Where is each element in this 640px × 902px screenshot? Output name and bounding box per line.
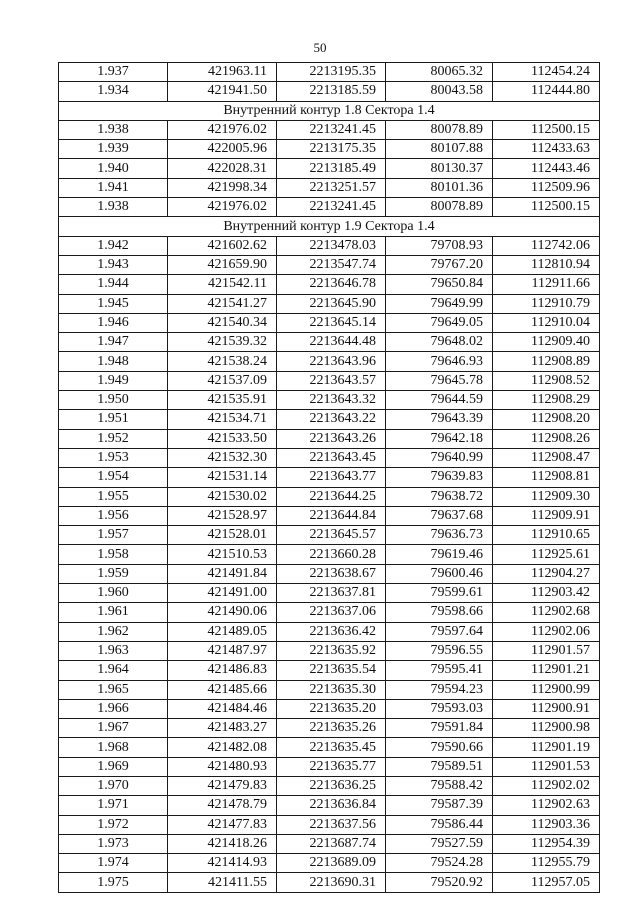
local-y-cell: 112910.79	[493, 294, 600, 313]
local-y-cell: 112902.06	[493, 622, 600, 641]
table-row	[59, 854, 600, 873]
local-x-cell: 79649.05	[386, 313, 493, 332]
coordinate-x-cell: 421976.02	[168, 120, 277, 139]
local-y-cell: 112903.42	[493, 584, 600, 603]
point-number-cell: 1.938	[59, 120, 168, 139]
local-y-cell: 112900.91	[493, 699, 600, 718]
point-number-cell: 1.949	[59, 371, 168, 390]
table-row	[59, 410, 600, 429]
local-x-cell: 79596.55	[386, 641, 493, 660]
point-number-cell: 1.952	[59, 429, 168, 448]
point-number-cell: 1.974	[59, 854, 168, 873]
coordinate-y-cell: 2213251.57	[277, 178, 386, 197]
local-x-cell: 79636.73	[386, 526, 493, 545]
local-y-cell: 112908.47	[493, 448, 600, 467]
table-row	[59, 796, 600, 815]
point-number-cell: 1.938	[59, 198, 168, 217]
coordinate-y-cell: 2213195.35	[277, 63, 386, 82]
page-number: 50	[313, 40, 327, 55]
coordinate-x-cell: 421941.50	[168, 82, 277, 101]
coordinate-y-cell: 2213635.92	[277, 641, 386, 660]
table-row	[59, 275, 600, 294]
local-x-cell: 79586.44	[386, 815, 493, 834]
coordinate-y-cell: 2213635.77	[277, 757, 386, 776]
local-x-cell: 79527.59	[386, 834, 493, 853]
point-number-cell: 1.934	[59, 82, 168, 101]
local-y-cell: 112742.06	[493, 236, 600, 255]
coordinate-x-cell: 421482.08	[168, 738, 277, 757]
coordinate-x-cell: 421530.02	[168, 487, 277, 506]
point-number-cell: 1.951	[59, 410, 168, 429]
local-x-cell: 79640.99	[386, 448, 493, 467]
local-y-cell: 112908.29	[493, 391, 600, 410]
point-number-cell: 1.944	[59, 275, 168, 294]
point-number-cell: 1.937	[59, 63, 168, 82]
coordinate-y-cell: 2213644.84	[277, 506, 386, 525]
local-x-cell: 80130.37	[386, 159, 493, 178]
local-y-cell: 112908.89	[493, 352, 600, 371]
point-number-cell: 1.968	[59, 738, 168, 757]
table-row	[59, 815, 600, 834]
coordinate-x-cell: 421528.01	[168, 526, 277, 545]
local-x-cell: 79650.84	[386, 275, 493, 294]
coordinate-x-cell: 421532.30	[168, 448, 277, 467]
coordinate-y-cell: 2213241.45	[277, 120, 386, 139]
point-number-cell: 1.967	[59, 719, 168, 738]
local-y-cell: 112908.52	[493, 371, 600, 390]
table-row	[59, 429, 600, 448]
local-x-cell: 79638.72	[386, 487, 493, 506]
local-y-cell: 112909.30	[493, 487, 600, 506]
table-row	[59, 120, 600, 139]
point-number-cell: 1.943	[59, 255, 168, 274]
point-number-cell: 1.966	[59, 699, 168, 718]
table-row	[59, 352, 600, 371]
local-y-cell: 112901.19	[493, 738, 600, 757]
local-y-cell: 112900.99	[493, 680, 600, 699]
coordinate-x-cell: 422005.96	[168, 140, 277, 159]
table-row	[59, 140, 600, 159]
table-row	[59, 873, 600, 892]
coordinate-y-cell: 2213690.31	[277, 873, 386, 892]
table-row	[59, 313, 600, 332]
coordinate-y-cell: 2213645.14	[277, 313, 386, 332]
point-number-cell: 1.957	[59, 526, 168, 545]
point-number-cell: 1.953	[59, 448, 168, 467]
local-y-cell: 112902.02	[493, 776, 600, 795]
table-row	[59, 63, 600, 82]
coordinate-y-cell: 2213646.78	[277, 275, 386, 294]
coordinate-x-cell: 421540.34	[168, 313, 277, 332]
table-row	[59, 834, 600, 853]
table-row	[59, 178, 600, 197]
local-y-cell: 112904.27	[493, 564, 600, 583]
local-x-cell: 79646.93	[386, 352, 493, 371]
local-x-cell: 79642.18	[386, 429, 493, 448]
coordinate-y-cell: 2213643.77	[277, 468, 386, 487]
point-number-cell: 1.945	[59, 294, 168, 313]
local-x-cell: 79649.99	[386, 294, 493, 313]
coordinate-y-cell: 2213638.67	[277, 564, 386, 583]
coordinate-y-cell: 2213645.57	[277, 526, 386, 545]
coordinate-x-cell: 421998.34	[168, 178, 277, 197]
coordinate-y-cell: 2213635.45	[277, 738, 386, 757]
point-number-cell: 1.946	[59, 313, 168, 332]
coordinate-x-cell: 421534.71	[168, 410, 277, 429]
coordinate-y-cell: 2213643.45	[277, 448, 386, 467]
local-x-cell: 79587.39	[386, 796, 493, 815]
coordinate-x-cell: 421487.97	[168, 641, 277, 660]
local-y-cell: 112902.68	[493, 603, 600, 622]
local-y-cell: 112925.61	[493, 545, 600, 564]
coordinate-x-cell: 421976.02	[168, 198, 277, 217]
coordinate-x-cell: 421480.93	[168, 757, 277, 776]
local-x-cell: 80107.88	[386, 140, 493, 159]
coordinate-y-cell: 2213644.48	[277, 333, 386, 352]
table-row	[59, 236, 600, 255]
coordinate-x-cell: 421531.14	[168, 468, 277, 487]
coordinate-y-cell: 2213689.09	[277, 854, 386, 873]
point-number-cell: 1.960	[59, 584, 168, 603]
coordinate-x-cell: 421485.66	[168, 680, 277, 699]
coordinate-x-cell: 421537.09	[168, 371, 277, 390]
point-number-cell: 1.971	[59, 796, 168, 815]
coordinate-x-cell: 421418.26	[168, 834, 277, 853]
coordinate-y-cell: 2213637.06	[277, 603, 386, 622]
local-x-cell: 80043.58	[386, 82, 493, 101]
coordinate-x-cell: 421478.79	[168, 796, 277, 815]
local-y-cell: 112955.79	[493, 854, 600, 873]
table-row	[59, 757, 600, 776]
coordinate-y-cell: 2213636.42	[277, 622, 386, 641]
local-x-cell: 79645.78	[386, 371, 493, 390]
local-y-cell: 112908.81	[493, 468, 600, 487]
table-row	[59, 333, 600, 352]
local-y-cell: 112901.21	[493, 661, 600, 680]
section-title: Внутренний контур 1.9 Сектора 1.4	[59, 217, 600, 236]
coordinate-y-cell: 2213635.30	[277, 680, 386, 699]
point-number-cell: 1.972	[59, 815, 168, 834]
point-number-cell: 1.970	[59, 776, 168, 795]
table-row	[59, 255, 600, 274]
table-row	[59, 448, 600, 467]
coordinate-y-cell: 2213635.26	[277, 719, 386, 738]
table-row	[59, 564, 600, 583]
coordinate-x-cell: 421483.27	[168, 719, 277, 738]
coordinate-y-cell: 2213687.74	[277, 834, 386, 853]
table-row	[59, 526, 600, 545]
point-number-cell: 1.954	[59, 468, 168, 487]
coordinate-y-cell: 2213645.90	[277, 294, 386, 313]
coordinate-x-cell: 421510.53	[168, 545, 277, 564]
table-row	[59, 603, 600, 622]
local-x-cell: 79599.61	[386, 584, 493, 603]
local-x-cell: 79648.02	[386, 333, 493, 352]
coordinate-y-cell: 2213241.45	[277, 198, 386, 217]
point-number-cell: 1.959	[59, 564, 168, 583]
coordinate-y-cell: 2213185.49	[277, 159, 386, 178]
coordinate-x-cell: 421542.11	[168, 275, 277, 294]
coordinate-x-cell: 421491.00	[168, 584, 277, 603]
coordinates-table	[58, 62, 600, 893]
local-x-cell: 79637.68	[386, 506, 493, 525]
coordinate-x-cell: 421489.05	[168, 622, 277, 641]
table-row	[59, 680, 600, 699]
table-row	[59, 738, 600, 757]
point-number-cell: 1.956	[59, 506, 168, 525]
point-number-cell: 1.958	[59, 545, 168, 564]
local-x-cell: 79597.64	[386, 622, 493, 641]
table-row	[59, 641, 600, 660]
coordinate-y-cell: 2213637.81	[277, 584, 386, 603]
coordinate-y-cell: 2213636.84	[277, 796, 386, 815]
table-row	[59, 487, 600, 506]
local-x-cell: 79593.03	[386, 699, 493, 718]
coordinate-y-cell: 2213660.28	[277, 545, 386, 564]
local-x-cell: 80101.36	[386, 178, 493, 197]
coordinate-x-cell: 421414.93	[168, 854, 277, 873]
table-row	[59, 294, 600, 313]
table-row	[59, 371, 600, 390]
local-y-cell: 112810.94	[493, 255, 600, 274]
local-y-cell: 112444.80	[493, 82, 600, 101]
local-x-cell: 79594.23	[386, 680, 493, 699]
local-x-cell: 80065.32	[386, 63, 493, 82]
coordinate-x-cell: 421411.55	[168, 873, 277, 892]
coordinate-x-cell: 421659.90	[168, 255, 277, 274]
local-x-cell: 79708.93	[386, 236, 493, 255]
coordinate-y-cell: 2213635.20	[277, 699, 386, 718]
section-title: Внутренний контур 1.8 Сектора 1.4	[59, 101, 600, 120]
table-row	[59, 661, 600, 680]
table-row	[59, 699, 600, 718]
point-number-cell: 1.950	[59, 391, 168, 410]
coordinate-x-cell: 421477.83	[168, 815, 277, 834]
coordinate-y-cell: 2213637.56	[277, 815, 386, 834]
coordinate-x-cell: 421533.50	[168, 429, 277, 448]
table-row	[59, 391, 600, 410]
point-number-cell: 1.975	[59, 873, 168, 892]
local-y-cell: 112901.53	[493, 757, 600, 776]
local-x-cell: 79591.84	[386, 719, 493, 738]
table-row	[59, 622, 600, 641]
coordinate-x-cell: 421602.62	[168, 236, 277, 255]
coordinate-x-cell: 421484.46	[168, 699, 277, 718]
coordinate-x-cell: 421541.27	[168, 294, 277, 313]
point-number-cell: 1.963	[59, 641, 168, 660]
coordinate-y-cell: 2213643.26	[277, 429, 386, 448]
local-y-cell: 112900.98	[493, 719, 600, 738]
local-x-cell: 79589.51	[386, 757, 493, 776]
local-x-cell: 79600.46	[386, 564, 493, 583]
point-number-cell: 1.947	[59, 333, 168, 352]
local-y-cell: 112433.63	[493, 140, 600, 159]
table-row	[59, 82, 600, 101]
coordinate-x-cell: 421963.11	[168, 63, 277, 82]
local-y-cell: 112910.04	[493, 313, 600, 332]
coordinate-x-cell: 421528.97	[168, 506, 277, 525]
local-x-cell: 79619.46	[386, 545, 493, 564]
point-number-cell: 1.962	[59, 622, 168, 641]
coordinate-x-cell: 421486.83	[168, 661, 277, 680]
table-row	[59, 776, 600, 795]
local-x-cell: 80078.89	[386, 198, 493, 217]
local-x-cell: 79520.92	[386, 873, 493, 892]
local-y-cell: 112957.05	[493, 873, 600, 892]
local-y-cell: 112443.46	[493, 159, 600, 178]
point-number-cell: 1.965	[59, 680, 168, 699]
local-x-cell: 79767.20	[386, 255, 493, 274]
coordinate-y-cell: 2213643.57	[277, 371, 386, 390]
coordinate-y-cell: 2213478.03	[277, 236, 386, 255]
coordinate-y-cell: 2213635.54	[277, 661, 386, 680]
table-row	[59, 545, 600, 564]
point-number-cell: 1.964	[59, 661, 168, 680]
coordinate-y-cell: 2213547.74	[277, 255, 386, 274]
local-x-cell: 79644.59	[386, 391, 493, 410]
section-header-row	[59, 101, 600, 120]
local-y-cell: 112454.24	[493, 63, 600, 82]
local-y-cell: 112500.15	[493, 120, 600, 139]
point-number-cell: 1.955	[59, 487, 168, 506]
point-number-cell: 1.973	[59, 834, 168, 853]
local-y-cell: 112954.39	[493, 834, 600, 853]
local-x-cell: 79639.83	[386, 468, 493, 487]
local-y-cell: 112909.40	[493, 333, 600, 352]
table-row	[59, 584, 600, 603]
coordinate-x-cell: 421491.84	[168, 564, 277, 583]
coordinate-x-cell: 421479.83	[168, 776, 277, 795]
local-y-cell: 112909.91	[493, 506, 600, 525]
local-y-cell: 112500.15	[493, 198, 600, 217]
coordinate-x-cell: 421539.32	[168, 333, 277, 352]
coordinate-y-cell: 2213643.32	[277, 391, 386, 410]
local-x-cell: 79590.66	[386, 738, 493, 757]
local-y-cell: 112911.66	[493, 275, 600, 294]
local-x-cell: 80078.89	[386, 120, 493, 139]
table-row	[59, 468, 600, 487]
point-number-cell: 1.942	[59, 236, 168, 255]
table-row	[59, 506, 600, 525]
section-header-row	[59, 217, 600, 236]
coordinate-y-cell: 2213644.25	[277, 487, 386, 506]
coordinate-x-cell: 421535.91	[168, 391, 277, 410]
local-x-cell: 79595.41	[386, 661, 493, 680]
point-number-cell: 1.948	[59, 352, 168, 371]
table-row	[59, 719, 600, 738]
coordinate-y-cell: 2213636.25	[277, 776, 386, 795]
local-x-cell: 79524.28	[386, 854, 493, 873]
point-number-cell: 1.939	[59, 140, 168, 159]
point-number-cell: 1.961	[59, 603, 168, 622]
coordinate-y-cell: 2213185.59	[277, 82, 386, 101]
table-row	[59, 159, 600, 178]
local-x-cell: 79588.42	[386, 776, 493, 795]
coordinate-x-cell: 421538.24	[168, 352, 277, 371]
point-number-cell: 1.969	[59, 757, 168, 776]
table-row	[59, 198, 600, 217]
coordinate-y-cell: 2213643.22	[277, 410, 386, 429]
coordinate-x-cell: 422028.31	[168, 159, 277, 178]
local-y-cell: 112509.96	[493, 178, 600, 197]
coordinate-y-cell: 2213643.96	[277, 352, 386, 371]
coordinate-x-cell: 421490.06	[168, 603, 277, 622]
local-x-cell: 79643.39	[386, 410, 493, 429]
local-y-cell: 112902.63	[493, 796, 600, 815]
local-y-cell: 112908.26	[493, 429, 600, 448]
local-x-cell: 79598.66	[386, 603, 493, 622]
coordinate-y-cell: 2213175.35	[277, 140, 386, 159]
local-y-cell: 112908.20	[493, 410, 600, 429]
point-number-cell: 1.940	[59, 159, 168, 178]
local-y-cell: 112910.65	[493, 526, 600, 545]
local-y-cell: 112903.36	[493, 815, 600, 834]
point-number-cell: 1.941	[59, 178, 168, 197]
local-y-cell: 112901.57	[493, 641, 600, 660]
